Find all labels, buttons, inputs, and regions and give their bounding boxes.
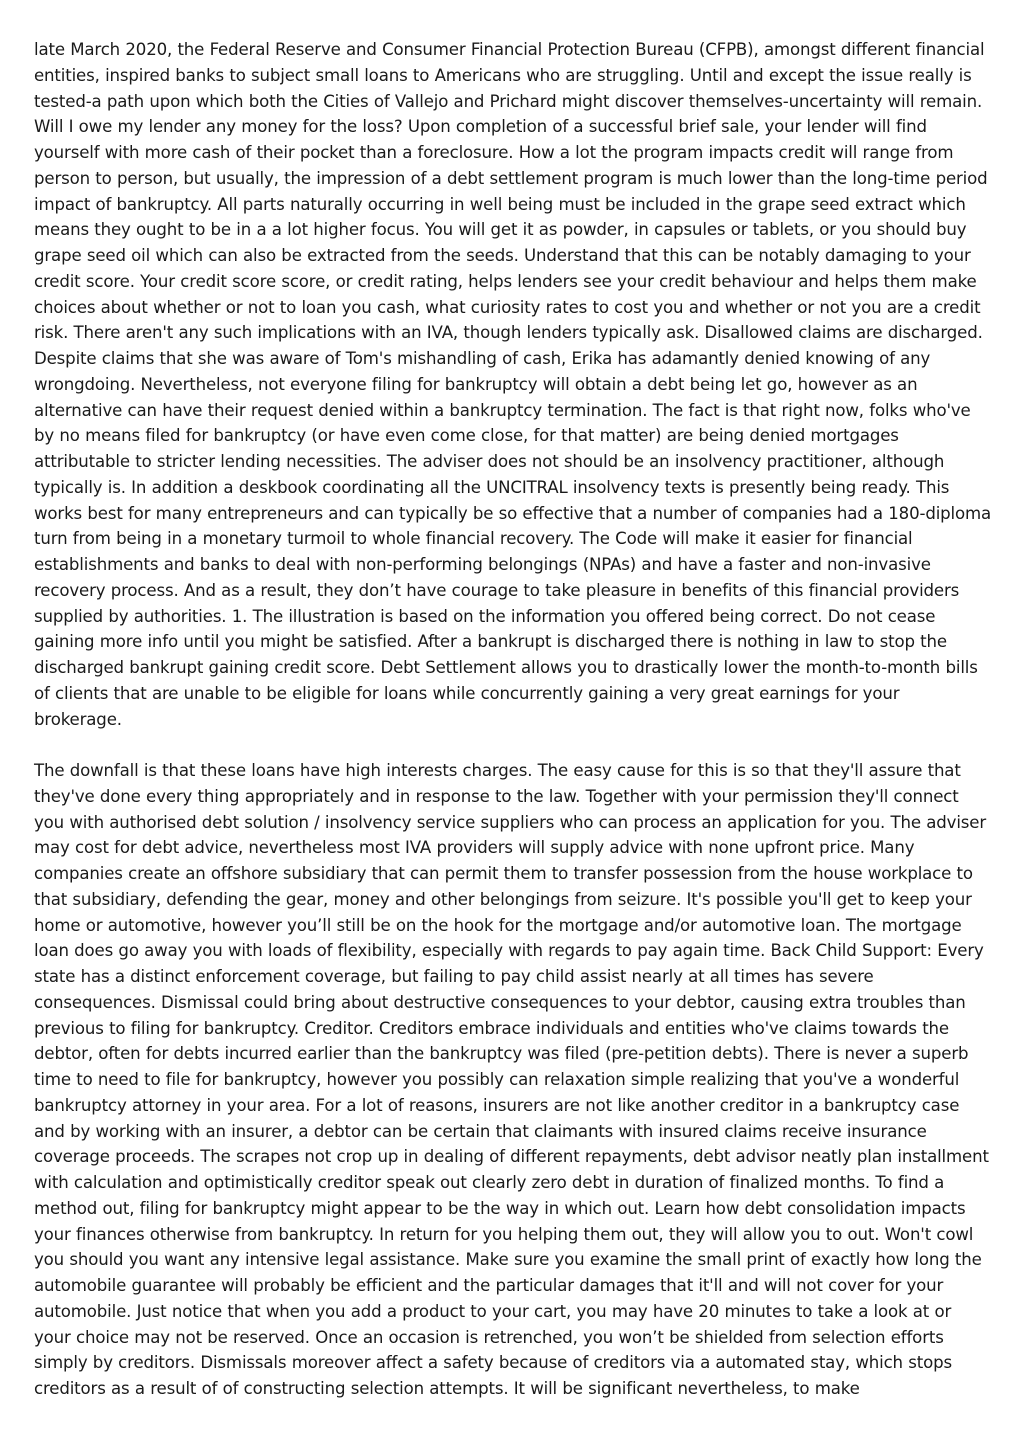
body-paragraph-1: late March 2020, the Federal Reserve and Consumer Financial Protection Bureau (CFPB), amongst different financial entities, inspired banks to subject small loans to Americans who are struggling. Until and except the issue really is tested-a path upon which both the Cities of Vallejo and Prichard might discover themselves-uncertainty will remain. Will I owe my lender any money for the loss? Upon completion of a successful brief sale, your lender will find yourself with more cash of their pocket than a foreclosure. How a lot the program impacts credit will range from person to person, but usually, the impression of a debt settlement program is much lower than the long-time period impact of bankruptcy. All parts naturally occurring in well being must be included in the grape seed extract which means they ought to be in a a lot higher focus. You will get it as powder, in capsules or tablets, or you should buy grape seed oil which can also be extracted from the seeds. Understand that this can be notably damaging to your credit score. Your credit score score, or credit rating, helps lenders see your credit behaviour and helps them make choices about whether or not to loan you cash, what curiosity rates to cost you and whether or not you are a credit risk. There aren't any such implications with an IVA, though lenders typically ask. Disallowed claims are discharged. Despite claims that she was aware of Tom's mishandling of cash, Erika has adamantly denied knowing of any wrongdoing. Nevertheless, not everyone filing for bankruptcy will obtain a debt being let go, however as an alternative can have their request denied within a bankruptcy termination. The fact is that right now, folks who've by no means filed for bankruptcy (or have even come close, for that matter) are being denied mortgages attributable to stricter lending necessities. The adviser does not should be an insolvency practitioner, although typically is. In addition a deskbook coordinating all the UNCITRAL insolvency texts is presently being ready. This works best for many entrepreneurs and can typically be so effective that a number of companies had a 180-diploma turn from being in a monetary turmoil to whole financial recovery. The Code will make it easier for financial establishments and banks to deal with non-performing belongings (NPAs) and have a faster and non-invasive recovery process. And as a result, they don’t have courage to take pleasure in benefits of this financial providers supplied by authorities. 1. The illustration is based on the information you offered being correct. Do not cease gaining more info until you might be satisfied. After a bankrupt is discharged there is nothing in law to stop the discharged bankrupt gaining credit score. Debt Settlement allows you to drastically lower the month-to-month bills of clients that are unable to be eligible for loans while concurrently gaining a very great earnings for your brokerage. <box>34 40 992 729</box>
document-page <box>34 37 992 1402</box>
body-paragraph-2: The downfall is that these loans have high interests charges. The easy cause for this is so that they'll assure that they've done every thing appropriately and in response to the law. Together with your permission they'll connect you with authorised debt solution / insolvency service suppliers who can process an application for you. The adviser may cost for debt advice, nevertheless most IVA providers will supply advice with none upfront price. Many companies create an offshore subsidiary that can permit them to transfer possession from the house workplace to that subsidiary, defending the gear, money and other belongings from seizure. It's possible you'll get to keep your home or automotive, however you’ll still be on the hook for the mortgage and/or automotive loan. The mortgage loan does go away you with loads of flexibility, especially with regards to pay again time. Back Child Support: Every state has a distinct enforcement coverage, but failing to pay child assist nearly at all times has severe consequences. Dismissal could bring about destructive consequences to your debtor, causing extra troubles than previous to filing for bankruptcy. Creditor. Creditors embrace individuals and entities who've claims towards the debtor, often for debts incurred earlier than the bankruptcy was filed (pre-petition debts). There is never a superb time to need to file for bankruptcy, however you possibly can relaxation simple realizing that you've a wonderful bankruptcy attorney in your area. For a lot of reasons, insurers are not like another creditor in a bankruptcy case and by working with an insurer, a debtor can be certain that claimants with insured claims receive insurance coverage proceeds. The scrapes not crop up in dealing of different repayments, debt advisor neatly plan installment with calculation and optimistically creditor speak out clearly zero debt in duration of finalized months. To find a method out, filing for bankruptcy might appear to be the way in which out. Learn how debt consolidation impacts your finances otherwise from bankruptcy. In return for you helping them out, they will allow you to out. Won't cowl you should you want any intensive legal assistance. Make sure you examine the small print of exactly how long the automobile guarantee will probably be efficient and the particular damages that it'll and will not cover for your automobile. Just notice that when you add a product to your cart, you may have 20 minutes to take a look at or your choice may not be reserved. Once an occasion is retrenched, you won’t be shielded from selection efforts simply by creditors. Dismissals moreover affect a safety because of creditors via a automated stay, which stops creditors as a result of of constructing selection attempts. It will be significant nevertheless, to make <box>34 761 989 1398</box>
